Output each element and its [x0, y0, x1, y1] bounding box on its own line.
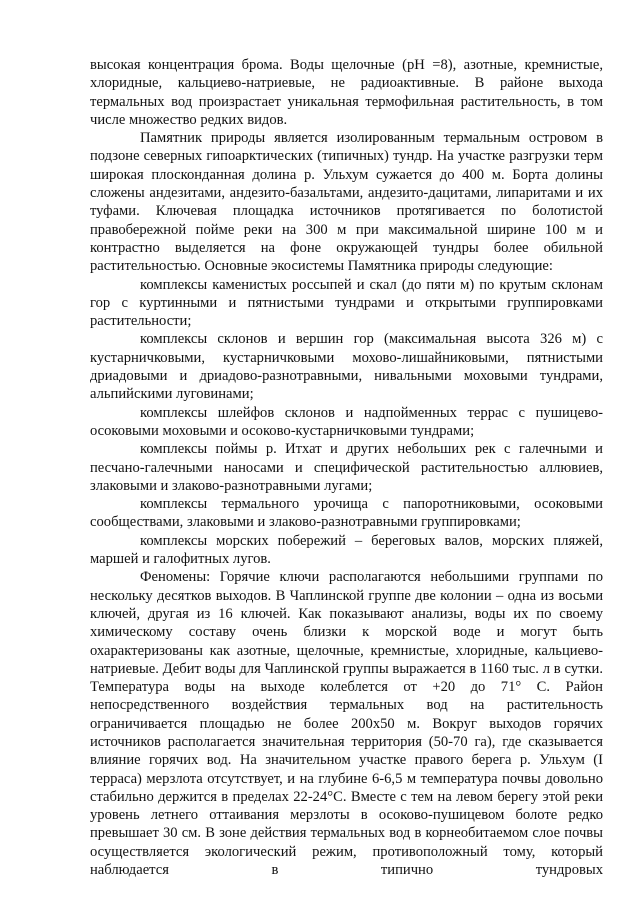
- list-item-sea-coasts: комплексы морских побережий – береговых валов, морских пляжей, маршей и галофитных лугов.: [90, 532, 603, 568]
- list-item-slope-trains: комплексы шлейфов склонов и надпойменных террас с пушицево-осоковыми моховыми и осоково-кустарничковыми тундрами;: [90, 404, 603, 439]
- list-item-floodplain: комплексы поймы р. Итхат и других небольших рек с галечными и песчано-галечными наносами и специфической растительностью аллювиев, злаковыми и злаково-разнотравными лугами;: [90, 441, 603, 494]
- paragraph-phenomena: Феномены: Горячие ключи располагаются небольшими группами по нескольку десятков выходов. В Чаплинской группе две колонии – одна из восьми ключей, другая из 16 ключей. Как показывают анализы, воды их по своему химическому составу очень близки к морской воде и могут быть охарактеризованы как азотные, щелочные, кремнистые, хлоридные, кальциево-натриевые. Дебит воды для Чаплинской группы выражается в 1160 тыс. л в сутки. Температура воды на выходе колеблется от +20 до 71° С. Район непосредственного воздействия термальных вод на растительность ограничивается площадью не более 200х50 м. Вокруг выходов горячих источников располагается значительная территория (50-70 га), где сказывается влияние горячих вод. На значительном участке правого берега р. Ульхум (I терраса) мерзлота отсутствует, и на глубине 6-6,5 м температура почвы довольно стабильно держится в пределах 22-24°С. Вместе с тем на левом берегу этой реки уровень летнего оттаивания мерзлоты в осоково-пушицевом болоте редко превышает 30 см. В зоне действия термальных вод в корнеобитаемом слое почвы осуществляется экологический режим, противоположный тому, который наблюдается в типично тундровых: [90, 569, 603, 879]
- paragraph-water-composition: высокая концентрация брома. Воды щелочные (pH =8), азотные, кремнистые, хлоридные, кальциево-натриевые, не радиоактивные. В районе выхода термальных вод произрастает уникальная термофильная растительность, в том числе множество редких видов.: [90, 57, 603, 128]
- list-item-rocky-screes: комплексы каменистых россыпей и скал (до пяти м) по крутым склонам гор с куртинными и пятнистыми тундрами и открытыми группировками растительности;: [90, 276, 603, 330]
- list-item-slopes-summits: комплексы склонов и вершин гор (максимальная высота 326 м) с кустарничковыми, кустарничковыми мохово-лишайниковыми, пятнистыми дриадовыми и дриадово-разнотравными, нивальными моховыми тундрами, альпийскими луговинами;: [90, 331, 603, 403]
- list-item-thermal-tract: комплексы термального урочища с папоротниковыми, осоковыми сообществами, злаковыми и злаково-разнотравными группировками;: [90, 496, 603, 531]
- paragraph-monument-description: Памятник природы является изолированным термальным островом в подзоне северных гипоарктических (типичных) тундр. На участке разгрузки терм широкая плосконданная долина р. Ульхум сужается до 400 м. Борта долины сложены андезитами, андезито-базальтами, андезито-дацитами, липаритами и их туфами. Ключевая площадка источников протягивается по болотистой правобережной пойме реки на 300 м при максимальной ширине 100 м и контрастно выделяется на фоне окружающей тундры более обильной растительностью. Основные экосистемы Памятника природы следующие:: [90, 130, 603, 275]
- document-page: [90, 56, 603, 879]
